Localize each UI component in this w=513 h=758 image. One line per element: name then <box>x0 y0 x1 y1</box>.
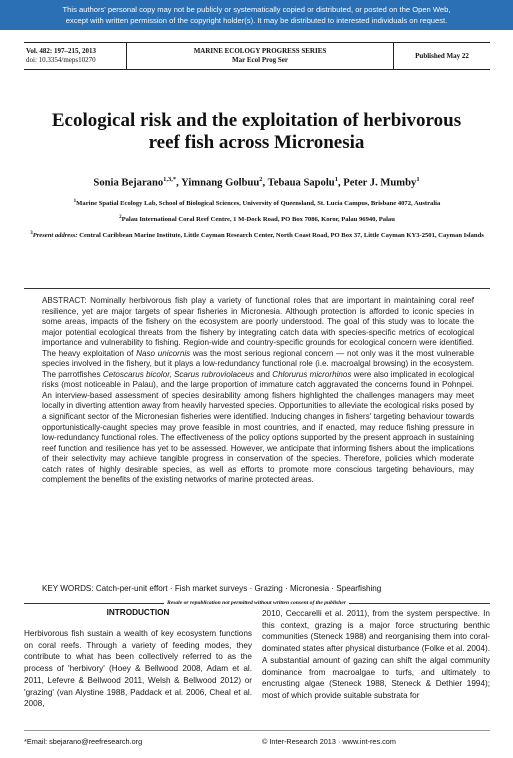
affiliation-3: $^3$Present address: Central Caribbean Marine Institute, Little Cayman Research Center, North Coast Road, PO Box 37, Little Cayman KY3-2501, Cayman Islands <box>30 231 484 240</box>
abstract: ABSTRACT: Nominally herbivorous fish play a variety of functional roles that are important in maintaining coral reef resilience, yet are major targets of spear fisheries in Micronesia. Although protection is afforded to iconic species in some areas, impacts of the fishery on the ecosystem are poorly understood. The goal of this study was to locate the major potential ecological threats from the fishery by integrating catch data with species-specific metrics of ecological importance and vulnerability to fishing. Region-wide and country-specific grounds for ecological concern were identified. The heavy exploitation of Naso unicornis was the most serious regional concern — not only was it the most vulnerable species involved in the fishery, but it plays a low-redundancy functional role (i.e. macroalgal browsing) in the ecosystem. The parrotfishes Cetoscarus bicolor, Scarus rubroviolaceus and Chlorurus microrhinos were also implicated in ecological risks (most noticeable in Palau), and the large proportion of immature catch aggravated the concerns found in Pohnpei. An interview-based assessment of species desirability among fishers highlighted the challenges managers may meet locally in diverting attention away from heavily harvested species. Opportunities to alleviate the ecological risks posed by a significant sector of the Micronesian fisheries were identified. Inducing changes in fishers' targeting behaviour towards opportunistically-caught species may prove feasible in most countries, and if enacted, may reduce fishing pressure in low-redundancy functional roles. The effectiveness of the policy options supported by the present approach in sustaining reef function and resilience has yet to be assessed. However, we anticipate that informing fishers about the implications of their selectivity may achieve tangible progress in conservation of the species. Therefore, policies which moderate catch rates of highly desirable species, as well as efforts to promote more conscious targeting behaviours, may complement the benefits of the existing networks of marine protected areas. <box>42 296 475 485</box>
journal-name <box>126 43 394 69</box>
affiliations <box>24 197 490 246</box>
copyright-line: © Inter-Research 2013 · www.int-res.com <box>262 737 396 746</box>
banner-line-2: except with written permission of the copyright holder(s). It may be distributed to interested individuals on request. <box>65 16 448 25</box>
journal-header <box>24 42 490 70</box>
author-affiliation-mark: 2 <box>259 176 263 183</box>
author-affiliation-mark: 1 <box>416 176 420 183</box>
affiliation-1: $^1$Marine Spatial Ecology Lab, School of Biological Sciences, University of Queensland, St. Lucia Campus, Brisbane 4072, Australia <box>73 199 441 208</box>
author-list: Sonia Bejarano$^{1,3,*}$, Yimnang Golbuu$^2$, Tebaua Sapolu$^1$, Peter J. Mumby$^1$ <box>93 176 420 189</box>
title-line-2: reef fish across Micronesia <box>148 132 365 153</box>
species-name: Cetoscarus bicolor, Scarus rubroviolaceus <box>102 369 255 379</box>
intro-column-right: 2010, Ceccarelli et al. 2011), from the system perspective. In this context, grazing is a major force structuring benthic communities (Steneck 1988) and reorganising them into coral-dominated states after physical disturbance (Folke et al. 2004). A substantial amount of gazing can shift the algal community dominance from macroalgae to turfs, and ultimately to encrusting algae (Steneck 1988, Steneck & Dethier 1994); most of which provide suitable substrata for <box>262 609 491 700</box>
copyright-banner <box>0 0 513 30</box>
banner-line-1: This authors' personal copy may not be publicly or systematically copied or distributed, or posted on the Open Web, <box>62 5 451 14</box>
footer-rule <box>24 730 490 731</box>
corresponding-email: *Email: sbejarano@reefresearch.org <box>24 737 143 746</box>
author-name: Peter J. Mumby <box>343 177 417 189</box>
keywords-text: Catch-per-unit effort · Fish market surveys · Grazing · Micronesia · Spearfishing <box>95 584 382 593</box>
abstract-top-rule <box>24 288 490 289</box>
doi-line: doi: 10.3354/meps10270 <box>26 56 96 64</box>
author-affiliation-mark: 1,3,* <box>163 176 177 183</box>
section-heading-introduction: INTRODUCTION <box>106 608 170 617</box>
species-name: Chlorurus microrhinos <box>272 369 352 379</box>
journal-abbrev: Mar Ecol Prog Ser <box>232 56 288 64</box>
volume-line: Vol. 482: 197–215, 2013 <box>26 47 96 55</box>
species-name: Naso unicornis <box>136 348 191 358</box>
keywords-label: KEY WORDS: <box>42 584 94 593</box>
resale-notice: Resale or republication not permitted without written consent of the publisher <box>0 600 513 606</box>
keywords <box>42 584 474 593</box>
author-name: Tebaua Sapolu <box>267 177 335 189</box>
intro-column-left: Herbivorous fish sustain a wealth of key ecosystem functions on coral reefs. Through a variety of feeding modes, they contribute to what has been collectively referred to as the process of 'herbivory' (Hoey & Bellwood 2008, Adam et al. 2011, Lefevre & Bellwood 2011, Welsh & Bellwood 2012) or 'grazing' (van Alystine 1988, Paddack et al. 2006, Cheal et al. 2008, <box>24 629 252 709</box>
published-date: Published May 22 <box>415 52 469 60</box>
author-name: Sonia Bejarano <box>93 177 164 189</box>
author-affiliation-mark: 1 <box>334 176 338 183</box>
affiliation-2: $^2$Palau International Coral Reef Centre, 1 M-Dock Road, PO Box 7086, Koror, Palau 96940, Palau <box>119 215 395 224</box>
author-name: Yimnang Golbuu <box>181 177 260 189</box>
title-line-1: Ecological risk and the exploitation of herbivorous <box>51 110 462 131</box>
abstract-label: ABSTRACT: <box>42 296 87 305</box>
journal-title: MARINE ECOLOGY PROGRESS SERIES <box>193 47 327 55</box>
volume-info <box>24 43 126 69</box>
paper-title <box>0 110 513 154</box>
